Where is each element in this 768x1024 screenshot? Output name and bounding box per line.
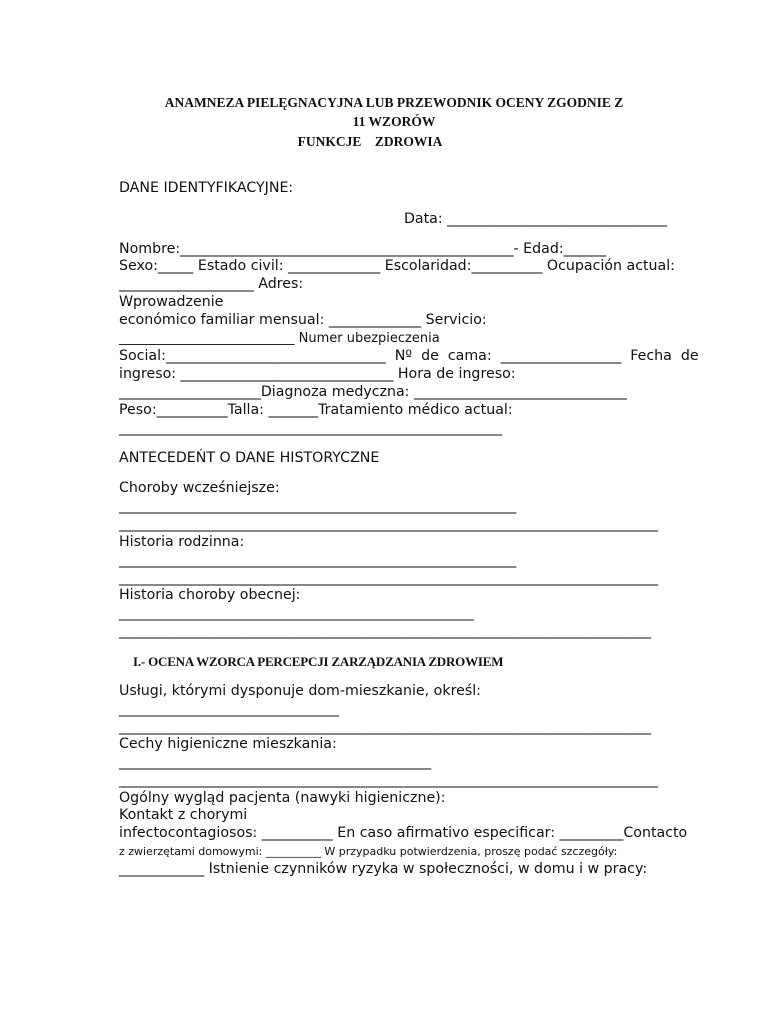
infectious-contact-line: infectocontagiosos: __________ En caso afirmativo especificar: _________Contacto: [119, 825, 688, 841]
income-label-line: Wprowadzenie: [119, 294, 224, 310]
sex-status-line: Sexo:_____ Estado civil: _____________ Escolaridad:__________ Ocupación actual:: [119, 258, 675, 274]
previous-diseases-line-1: ________________________________________________________: [119, 498, 517, 514]
animal-contact-line: z zwierzętami domowymi: __________ W przypadku potwierdzenia, proszę podać szczegóły:: [119, 845, 618, 858]
document-title-line-3: FUNKCJE ZDROWIA: [297, 134, 443, 149]
home-services-line-1: _______________________________: [119, 701, 339, 717]
admission-line: ingreso: ______________________________ Hora de ingreso:: [119, 366, 516, 382]
family-history-line-2: ____________________________________________________________________________: [119, 570, 659, 586]
home-hygiene-label: Cechy higieniczne mieszkania:: [119, 736, 337, 752]
history-heading: ANTECEDEŃT O DANE HISTORYCZNE: [119, 450, 380, 466]
weight-height-line: Peso:__________Talla: _______Tratamiento médico actual:: [119, 402, 513, 418]
insurance-line: ___________________________ Numer ubezpieczenia: [119, 331, 440, 346]
income-service-line: económico familiar mensual: _____________ Servicio:: [119, 312, 487, 328]
home-services-line-2: ___________________________________________________________________________: [119, 719, 652, 735]
home-hygiene-line-1: ____________________________________________: [119, 754, 432, 770]
previous-diseases-label: Choroby wcześniejsze:: [119, 480, 280, 496]
address-line: ___________________ Adres:: [119, 276, 304, 292]
previous-diseases-line-2: ____________________________________________________________________________: [119, 516, 659, 532]
risk-factors-line: ____________ Istnienie czynników ryzyka w społeczności, w domu i w pracy:: [119, 861, 648, 877]
identification-heading: DANE IDENTYFIKACYJNE:: [119, 180, 294, 196]
treatment-blank-line: ______________________________________________________: [119, 420, 503, 436]
diagnosis-line: ____________________Diagnoza medyczna: ______________________________: [119, 384, 627, 400]
social-bed-line: Social:_______________________________ Nº de cama: _________________ Fecha de: [119, 348, 699, 364]
name-age-line: Nombre:_______________________________________________- Edad:______: [119, 241, 607, 257]
section-1-heading: I.- OCENA WZORCA PERCEPCJI ZARZĄDZANIA ZDROWIEM: [133, 654, 504, 669]
current-illness-line-1: __________________________________________________: [119, 605, 474, 621]
document-title-line-1: ANAMNEZA PIELĘGNACYJNA LUB PRZEWODNIK OCENY ZGODNIE Z: [164, 95, 624, 110]
family-history-line-1: ________________________________________________________: [119, 552, 517, 568]
patient-appearance-label: Ogólny wygląd pacjenta (nawyki higieniczne):: [119, 790, 446, 806]
family-history-label: Historia rodzinna:: [119, 534, 245, 550]
sick-contact-label: Kontakt z chorymi: [119, 807, 248, 823]
home-services-label: Usługi, którymi dysponuje dom-mieszkanie, określ:: [119, 683, 481, 699]
current-illness-line-2: ___________________________________________________________________________: [119, 623, 652, 639]
current-illness-label: Historia choroby obecnej:: [119, 587, 301, 603]
date-field: Data: _______________________________: [404, 211, 668, 227]
document-title-line-2: 11 WZORÓW: [352, 114, 436, 129]
home-hygiene-line-2: ____________________________________________________________________________: [119, 772, 659, 788]
